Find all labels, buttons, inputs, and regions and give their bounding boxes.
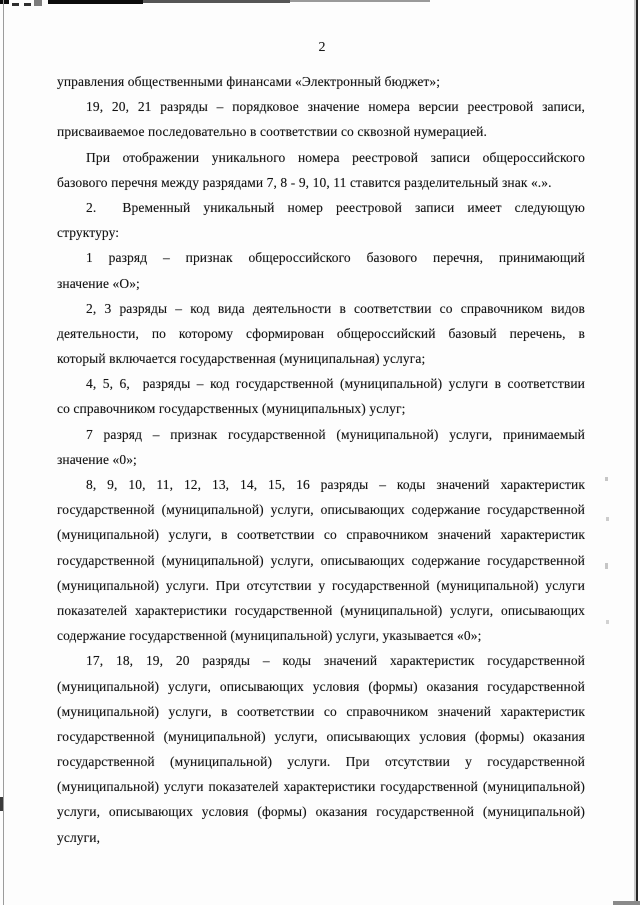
- text-line: содержание государственной (муниципальной) услуги, указывается «0»;: [57, 628, 482, 644]
- scan-artifact-speck: [606, 620, 609, 624]
- text-line: государственной (муниципальной) услуги, описывающих условия (формы) оказания: [57, 728, 585, 744]
- text-line: услуги, описывающих условия (формы) оказания государственной (муниципальной) услуги,: [57, 804, 585, 845]
- scan-artifact-right-border: [636, 0, 638, 905]
- text-line: (муниципальной) услуги. При отсутствии у государственной (муниципальной) услуги: [57, 577, 585, 593]
- text-line: со справочником государственных (муниципальных) услуг;: [57, 401, 406, 417]
- scan-artifact-left-border: [3, 0, 4, 905]
- scan-artifact-top-band: [143, 0, 290, 3]
- text-line: (муниципальной) услуги, в соответствии со справочником значений характеристик: [57, 527, 585, 543]
- text-line: государственной (муниципальной) услуги, описывающих содержание государственной: [57, 552, 585, 568]
- text-line: При отображении уникального номера реестровой записи общероссийского: [86, 149, 585, 165]
- text-line: государственной (муниципальной) услуги. При отсутствии у государственной: [57, 754, 585, 770]
- text-line: 17, 18, 19, 20 разряды – коды значений характеристик государственной: [86, 653, 585, 669]
- scan-artifact-left-mark: [0, 797, 3, 811]
- text-line: показателей характеристики государственной (муниципальной) услуги, описывающих: [57, 602, 585, 618]
- text-line: 2. Временный уникальный номер реестровой записи имеет следующую: [86, 199, 585, 215]
- text-line: 2, 3 разряды – код вида деятельности в соответствии со справочником видов: [86, 300, 585, 316]
- text-line: который включается государственная (муниципальная) услуга;: [57, 351, 426, 367]
- scan-artifact-top-tick: [24, 3, 31, 6]
- text-line: (муниципальной) услуги показателей характеристики государственной (муниципальной): [57, 779, 585, 795]
- scan-artifact-top-stub: [34, 0, 42, 6]
- text-line: 8, 9, 10, 11, 12, 13, 14, 15, 16 разряды – коды значений характеристик: [86, 477, 585, 492]
- text-line: 1 разряд – признак общероссийского базового перечня, принимающий: [86, 250, 585, 266]
- scan-artifact-top-tick: [12, 3, 19, 6]
- text-line: значение «0»;: [57, 451, 137, 467]
- scan-artifact-speck: [606, 517, 609, 521]
- text-line: (муниципальной) услуги, в соответствии со справочником значений характеристик: [57, 703, 585, 719]
- text-line: значение «О»;: [57, 275, 140, 291]
- scan-artifact-top-band: [0, 0, 9, 4]
- text-line: базового перечня между разрядами 7, 8 - 9, 10, 11 ставится разделительный знак «.».: [57, 174, 552, 190]
- page-number: 2: [318, 40, 326, 55]
- scan-artifact-speck: [605, 477, 608, 481]
- scan-artifact-speck: [605, 563, 608, 569]
- text-line: 7 разряд – признак государственной (муниципальной) услуги, принимаемый: [86, 426, 585, 442]
- text-line: присваиваемое последовательно в соответствии со сквозной нумерацией.: [57, 124, 487, 140]
- scan-artifact-top-band: [290, 0, 430, 2]
- text-line: управления общественными финансами «Электронный бюджет»;: [57, 74, 441, 89]
- text-line: 4, 5, 6, разряды – код государственной (муниципальной) услуги в соответствии: [86, 376, 585, 392]
- scan-artifact-bottom-corner: [613, 901, 640, 905]
- text-line: деятельности, по которому сформирован общероссийский базовый перечень, в: [57, 325, 585, 341]
- text-line: (муниципальной) услуги, описывающих условия (формы) оказания государственной: [57, 678, 585, 694]
- text-line: 19, 20, 21 разряды – порядковое значение номера версии реестровой записи,: [86, 99, 585, 115]
- text-line: структуру:: [57, 225, 120, 241]
- text-line: государственной (муниципальной) услуги, описывающих содержание государственной: [57, 502, 585, 518]
- document-body: [57, 69, 585, 845]
- scan-artifact-top-band: [48, 0, 143, 4]
